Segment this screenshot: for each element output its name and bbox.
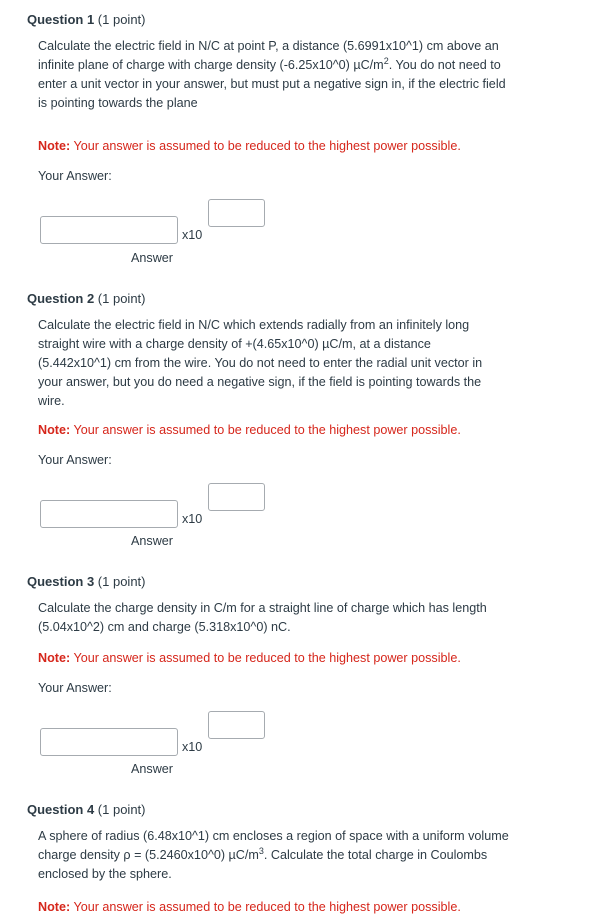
answer-input[interactable] bbox=[40, 216, 178, 244]
question-text-line: A sphere of radius (6.48x10^1) cm encloses a region of space with a uniform volume bbox=[38, 829, 509, 843]
your-answer-label: Your Answer: bbox=[38, 681, 112, 695]
question-header bbox=[27, 12, 146, 28]
question-text-line: Calculate the electric field in N/C which extends radially from an infinitely long bbox=[38, 318, 470, 332]
multiplier-label: x10 bbox=[182, 512, 203, 526]
note-text: Your answer is assumed to be reduced to the highest power possible. bbox=[70, 651, 461, 665]
question-text-line: (5.442x10^1) cm from the wire. You do not need to enter the radial unit vector in bbox=[38, 356, 483, 370]
note-label: Note: bbox=[38, 651, 71, 665]
question-header bbox=[27, 802, 146, 818]
question-title: Question 4 bbox=[27, 802, 95, 817]
note bbox=[38, 899, 461, 915]
question-text-line: (5.04x10^2) cm and charge (5.318x10^0) nC. bbox=[38, 620, 291, 634]
exponent-input[interactable] bbox=[208, 483, 265, 511]
question-title: Question 2 bbox=[27, 291, 95, 306]
exponent-input[interactable] bbox=[208, 711, 265, 739]
question-header bbox=[27, 574, 146, 590]
note bbox=[38, 138, 461, 154]
question-text-line: enclosed by the sphere. bbox=[38, 867, 172, 881]
question-text-line: is pointing towards the plane bbox=[38, 96, 198, 110]
multiplier-label: x10 bbox=[182, 228, 203, 242]
note-text: Your answer is assumed to be reduced to the highest power possible. bbox=[70, 423, 461, 437]
multiplier-label: x10 bbox=[182, 740, 203, 754]
question-title: Question 3 bbox=[27, 574, 95, 589]
note-label: Note: bbox=[38, 900, 71, 914]
answer-label: Answer bbox=[131, 251, 173, 265]
question-text-line: charge density ρ = (5.2460x10^0) µC/m bbox=[38, 848, 259, 862]
question-points: (1 point) bbox=[94, 574, 146, 589]
question-text-line: infinite plane of charge with charge density (-6.25x10^0) µC/m bbox=[38, 58, 384, 72]
question-text bbox=[38, 827, 528, 884]
question-points: (1 point) bbox=[94, 12, 146, 27]
superscript: 2 bbox=[383, 56, 389, 66]
question-text-line: straight wire with a charge density of +(4.65x10^0) µC/m, at a distance bbox=[38, 337, 431, 351]
question-text-line: enter a unit vector in your answer, but must put a negative sign in, if the electric field bbox=[38, 77, 506, 91]
your-answer-label: Your Answer: bbox=[38, 453, 112, 467]
note bbox=[38, 650, 461, 666]
answer-label: Answer bbox=[131, 762, 173, 776]
your-answer-label: Your Answer: bbox=[38, 169, 112, 183]
answer-input[interactable] bbox=[40, 500, 178, 528]
note-label: Note: bbox=[38, 139, 71, 153]
superscript: 3 bbox=[258, 846, 264, 856]
question-points: (1 point) bbox=[94, 291, 146, 306]
answer-input[interactable] bbox=[40, 728, 178, 756]
question-text-line: . You do not need to bbox=[388, 58, 501, 72]
answer-label: Answer bbox=[131, 534, 173, 548]
question-text bbox=[38, 316, 528, 411]
note-text: Your answer is assumed to be reduced to the highest power possible. bbox=[70, 900, 461, 914]
note bbox=[38, 422, 461, 438]
question-header bbox=[27, 291, 146, 307]
question-text-line: your answer, but you do need a negative sign, if the field is pointing towards the bbox=[38, 375, 482, 389]
question-title: Question 1 bbox=[27, 12, 95, 27]
question-points: (1 point) bbox=[94, 802, 146, 817]
question-text bbox=[38, 599, 528, 637]
note-text: Your answer is assumed to be reduced to the highest power possible. bbox=[70, 139, 461, 153]
note-label: Note: bbox=[38, 423, 71, 437]
question-text bbox=[38, 37, 528, 113]
exponent-input[interactable] bbox=[208, 199, 265, 227]
question-text-line: wire. bbox=[38, 394, 65, 408]
question-text-line: Calculate the electric field in N/C at point P, a distance (5.6991x10^1) cm above an bbox=[38, 39, 499, 53]
question-text-line: . Calculate the total charge in Coulombs bbox=[263, 848, 488, 862]
question-text-line: Calculate the charge density in C/m for a straight line of charge which has length bbox=[38, 601, 487, 615]
